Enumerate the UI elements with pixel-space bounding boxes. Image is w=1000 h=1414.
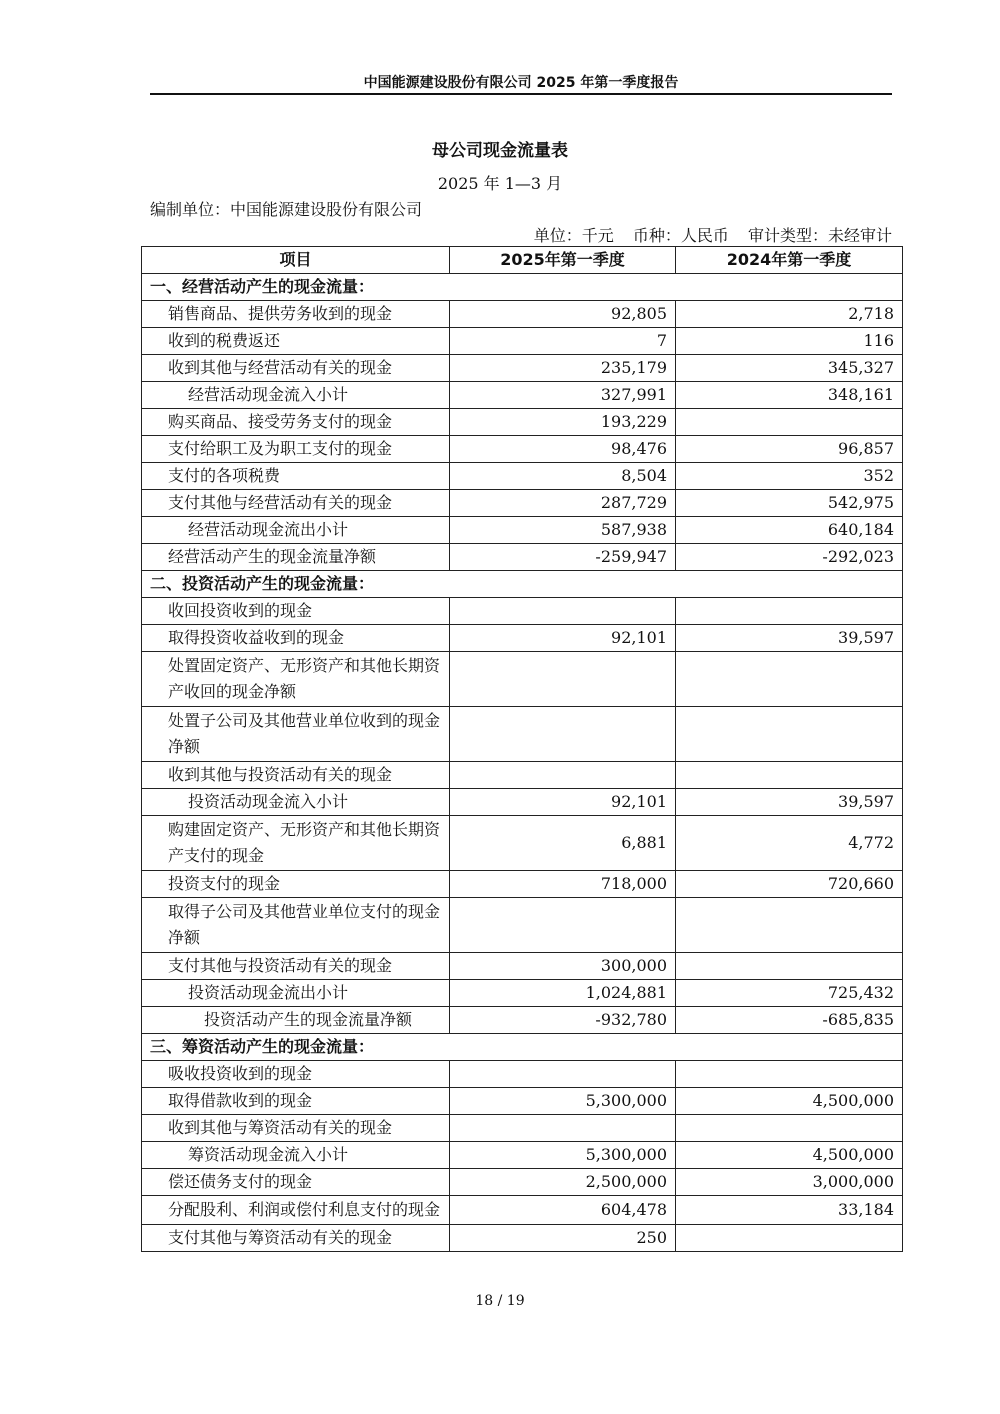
value-2024q1: 39,597 — [676, 789, 903, 816]
row-label: 偿还债务支付的现金 — [142, 1169, 450, 1196]
report-header-title: 中国能源建设股份有限公司 2025 年第一季度报告 — [363, 75, 679, 91]
table-row — [142, 1061, 903, 1088]
table-row — [142, 1088, 903, 1115]
table-row — [142, 898, 903, 953]
value-2024q1 — [676, 1061, 903, 1088]
value-2025q1: 8,504 — [450, 463, 676, 490]
value-2024q1 — [676, 598, 903, 625]
table-row — [142, 382, 903, 409]
table-row — [142, 409, 903, 436]
row-label: 支付其他与经营活动有关的现金 — [142, 490, 450, 517]
value-2024q1 — [676, 652, 903, 707]
preparing-entity: 编制单位：中国能源建设股份有限公司 — [150, 200, 423, 219]
row-label: 经营活动产生的现金流量净额 — [142, 544, 450, 571]
table-row — [142, 355, 903, 382]
value-2025q1: 235,179 — [450, 355, 676, 382]
table-row — [142, 762, 903, 789]
value-2024q1: 4,772 — [676, 816, 903, 871]
value-2024q1: 725,432 — [676, 980, 903, 1007]
table-row — [142, 1115, 903, 1142]
value-2025q1 — [450, 652, 676, 707]
table-row — [142, 598, 903, 625]
value-2025q1: 1,024,881 — [450, 980, 676, 1007]
value-2024q1 — [676, 409, 903, 436]
value-2024q1: -292,023 — [676, 544, 903, 571]
row-label: 分配股利、利润或偿付利息支付的现金 — [142, 1196, 450, 1225]
row-label: 收到其他与投资活动有关的现金 — [142, 762, 450, 789]
value-2025q1: 98,476 — [450, 436, 676, 463]
value-2024q1: 640,184 — [676, 517, 903, 544]
table-row — [142, 544, 903, 571]
row-label: 购建固定资产、无形资产和其他长期资产支付的现金 — [142, 816, 450, 871]
value-2025q1: -259,947 — [450, 544, 676, 571]
statement-period: 2025 年 1—3 月 — [437, 174, 563, 193]
value-2024q1: 3,000,000 — [676, 1169, 903, 1196]
table-body — [142, 274, 903, 1252]
value-2024q1: 352 — [676, 463, 903, 490]
value-2024q1: 2,718 — [676, 301, 903, 328]
section-title: 三、筹资活动产生的现金流量： — [142, 1034, 903, 1061]
value-2024q1: 39,597 — [676, 625, 903, 652]
table-row — [142, 707, 903, 762]
unit-label: 单位：千元 — [533, 226, 614, 245]
table-row — [142, 328, 903, 355]
value-2024q1 — [676, 762, 903, 789]
row-label: 支付其他与筹资活动有关的现金 — [142, 1225, 450, 1252]
value-2025q1: 604,478 — [450, 1196, 676, 1225]
value-2024q1: 542,975 — [676, 490, 903, 517]
row-label: 经营活动现金流入小计 — [142, 382, 450, 409]
row-label: 取得投资收益收到的现金 — [142, 625, 450, 652]
cash-flow-table — [141, 246, 903, 1252]
row-label: 购买商品、接受劳务支付的现金 — [142, 409, 450, 436]
table-row — [142, 980, 903, 1007]
value-2024q1: 720,660 — [676, 871, 903, 898]
row-label: 收到其他与经营活动有关的现金 — [142, 355, 450, 382]
value-2025q1: 250 — [450, 1225, 676, 1252]
value-2025q1: 7 — [450, 328, 676, 355]
statement-title: 母公司现金流量表 — [432, 141, 568, 161]
value-2025q1: 193,229 — [450, 409, 676, 436]
row-label: 投资活动产生的现金流量净额 — [142, 1007, 450, 1034]
row-label: 销售商品、提供劳务收到的现金 — [142, 301, 450, 328]
value-2025q1: 92,805 — [450, 301, 676, 328]
column-header-2024q1: 2024年第一季度 — [676, 247, 903, 274]
value-2025q1: 287,729 — [450, 490, 676, 517]
table-header-row — [142, 247, 903, 274]
value-2025q1: 92,101 — [450, 789, 676, 816]
row-label: 投资支付的现金 — [142, 871, 450, 898]
table-row — [142, 517, 903, 544]
value-2025q1 — [450, 707, 676, 762]
row-label: 收到的税费返还 — [142, 328, 450, 355]
value-2024q1 — [676, 1225, 903, 1252]
value-2025q1 — [450, 598, 676, 625]
value-2025q1 — [450, 898, 676, 953]
value-2024q1: 116 — [676, 328, 903, 355]
value-2024q1: 33,184 — [676, 1196, 903, 1225]
row-label: 收回投资收到的现金 — [142, 598, 450, 625]
value-2024q1: 348,161 — [676, 382, 903, 409]
row-label: 取得子公司及其他营业单位支付的现金净额 — [142, 898, 450, 953]
value-2025q1: 587,938 — [450, 517, 676, 544]
table-row — [142, 652, 903, 707]
value-2025q1 — [450, 1115, 676, 1142]
value-2024q1: 4,500,000 — [676, 1088, 903, 1115]
table-row — [142, 625, 903, 652]
row-label: 支付给职工及为职工支付的现金 — [142, 436, 450, 463]
section-title: 二、投资活动产生的现金流量： — [142, 571, 903, 598]
section-header-row — [142, 571, 903, 598]
table-row — [142, 301, 903, 328]
table-row — [142, 871, 903, 898]
statement-meta — [520, 223, 892, 246]
table-row — [142, 1007, 903, 1034]
value-2025q1: 6,881 — [450, 816, 676, 871]
currency-label: 币种：人民币 — [632, 226, 729, 245]
table-row — [142, 1169, 903, 1196]
value-2025q1: 300,000 — [450, 953, 676, 980]
value-2024q1: 4,500,000 — [676, 1142, 903, 1169]
table-row — [142, 463, 903, 490]
table-row — [142, 436, 903, 463]
table-row — [142, 490, 903, 517]
value-2025q1: 5,300,000 — [450, 1142, 676, 1169]
section-header-row — [142, 1034, 903, 1061]
value-2025q1 — [450, 1061, 676, 1088]
value-2024q1 — [676, 707, 903, 762]
row-label: 收到其他与筹资活动有关的现金 — [142, 1115, 450, 1142]
value-2025q1: 327,991 — [450, 382, 676, 409]
value-2025q1: 718,000 — [450, 871, 676, 898]
value-2025q1 — [450, 762, 676, 789]
row-label: 筹资活动现金流入小计 — [142, 1142, 450, 1169]
row-label: 投资活动现金流出小计 — [142, 980, 450, 1007]
table-row — [142, 1196, 903, 1225]
table-row — [142, 953, 903, 980]
header-divider — [150, 93, 892, 95]
value-2025q1: 92,101 — [450, 625, 676, 652]
row-label: 支付其他与投资活动有关的现金 — [142, 953, 450, 980]
row-label: 处置子公司及其他营业单位收到的现金净额 — [142, 707, 450, 762]
value-2025q1: 5,300,000 — [450, 1088, 676, 1115]
row-label: 支付的各项税费 — [142, 463, 450, 490]
table-row — [142, 816, 903, 871]
row-label: 投资活动现金流入小计 — [142, 789, 450, 816]
value-2024q1: -685,835 — [676, 1007, 903, 1034]
section-header-row — [142, 274, 903, 301]
value-2025q1: 2,500,000 — [450, 1169, 676, 1196]
value-2024q1: 96,857 — [676, 436, 903, 463]
table-row — [142, 1225, 903, 1252]
row-label: 取得借款收到的现金 — [142, 1088, 450, 1115]
section-title: 一、经营活动产生的现金流量： — [142, 274, 903, 301]
column-header-2025q1: 2025年第一季度 — [450, 247, 676, 274]
audit-type-label: 审计类型：未经审计 — [747, 226, 892, 245]
row-label: 经营活动现金流出小计 — [142, 517, 450, 544]
row-label: 处置固定资产、无形资产和其他长期资产收回的现金净额 — [142, 652, 450, 707]
value-2024q1: 345,327 — [676, 355, 903, 382]
value-2024q1 — [676, 898, 903, 953]
value-2024q1 — [676, 1115, 903, 1142]
table-row — [142, 789, 903, 816]
value-2025q1: -932,780 — [450, 1007, 676, 1034]
table-row — [142, 1142, 903, 1169]
column-header-item: 项目 — [142, 247, 450, 274]
row-label: 吸收投资收到的现金 — [142, 1061, 450, 1088]
value-2024q1 — [676, 953, 903, 980]
page-number: 18 / 19 — [475, 1293, 525, 1309]
